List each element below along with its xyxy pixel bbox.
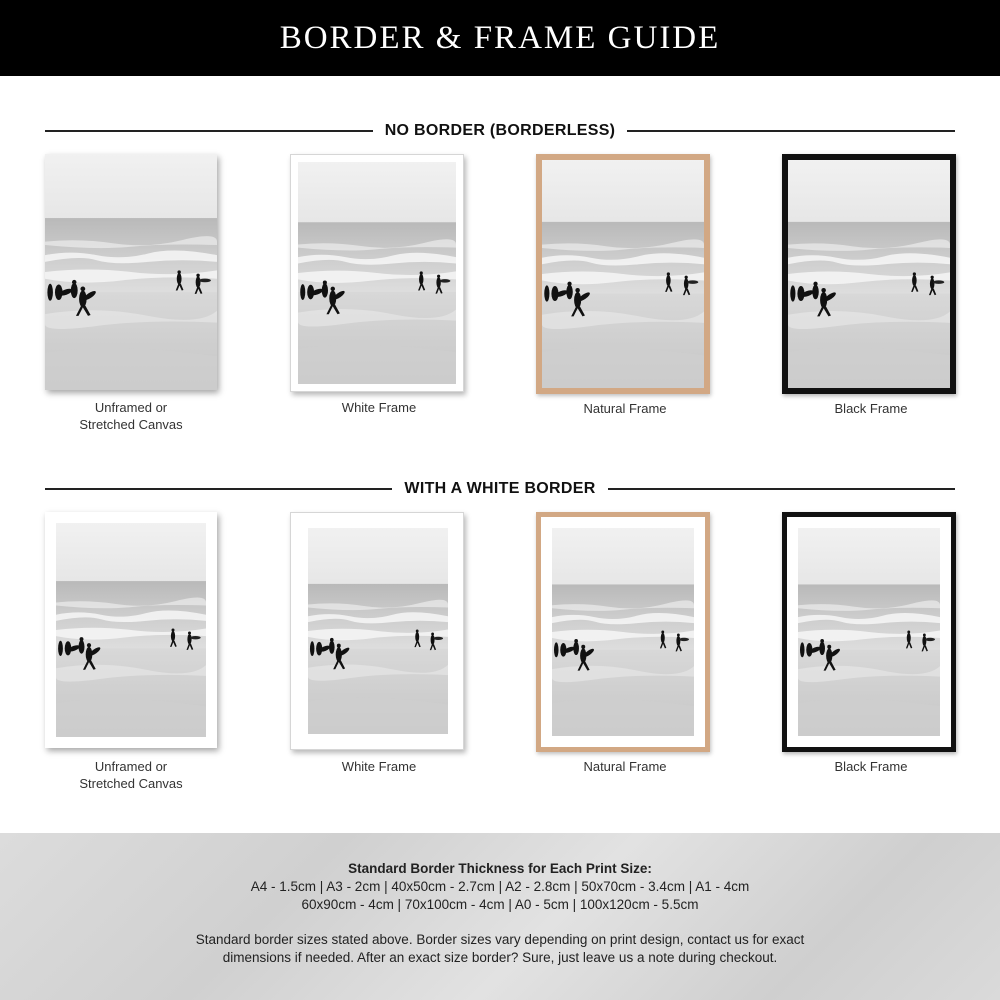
item-label <box>279 758 479 775</box>
canvas-print <box>45 512 217 748</box>
item-label <box>279 399 479 416</box>
item-label <box>31 399 231 433</box>
white-border <box>787 517 951 747</box>
border-sizes-line: 60x90cm - 4cm | 70x100cm - 4cm | A0 - 5cm | 100x120cm - 5.5cm <box>301 897 699 912</box>
beach-photo <box>298 162 456 384</box>
beach-photo <box>56 523 206 737</box>
label-line: Natural Frame <box>583 401 667 416</box>
border-note-line: Standard border sizes stated above. Border sizes vary depending on print design, contact us for exact <box>195 932 805 947</box>
beach-photo <box>798 528 940 736</box>
item-label <box>525 758 725 775</box>
black-frame <box>782 512 956 752</box>
label-line: Stretched Canvas <box>79 417 183 432</box>
black-frame <box>782 154 956 394</box>
label-line: Stretched Canvas <box>79 776 183 791</box>
page-header <box>0 0 1000 76</box>
label-line: White Frame <box>341 759 417 774</box>
label-line: White Frame <box>341 400 417 415</box>
label-line: Black Frame <box>834 401 908 416</box>
natural-frame <box>536 512 710 752</box>
label-line: Natural Frame <box>583 759 667 774</box>
border-sizes-line: A4 - 1.5cm | A3 - 2cm | 40x50cm - 2.7cm | A2 - 2.8cm | 50x70cm - 3.4cm | A1 - 4cm <box>250 879 750 894</box>
label-line: Unframed or <box>94 400 168 415</box>
item-label <box>771 758 971 775</box>
section-divider-white-border <box>45 479 955 499</box>
border-note-line: dimensions if needed. After an exact size border? Sure, just leave us a note during checkout. <box>222 950 778 965</box>
border-thickness-heading: Standard Border Thickness for Each Print Size: <box>348 861 652 876</box>
section-divider-borderless <box>45 121 955 141</box>
divider-line <box>608 488 955 490</box>
white-frame <box>290 512 464 750</box>
divider-line <box>627 130 955 132</box>
section-title: WITH A WHITE BORDER <box>404 480 596 497</box>
beach-photo <box>542 160 704 388</box>
natural-frame <box>536 154 710 394</box>
canvas-print <box>45 154 217 390</box>
label-line: Black Frame <box>834 759 908 774</box>
item-label <box>525 400 725 417</box>
white-border <box>541 517 705 747</box>
item-label <box>31 758 231 792</box>
section-title: NO BORDER (BORDERLESS) <box>384 122 616 139</box>
white-frame <box>290 154 464 392</box>
divider-line <box>45 130 373 132</box>
beach-photo <box>788 160 950 388</box>
beach-photo <box>552 528 694 736</box>
beach-photo <box>308 528 448 734</box>
item-label <box>771 400 971 417</box>
page-title: BORDER & FRAME GUIDE <box>279 19 721 56</box>
beach-photo <box>45 154 217 390</box>
divider-line <box>45 488 392 490</box>
border-info-footer <box>0 833 1000 1000</box>
label-line: Unframed or <box>94 759 168 774</box>
